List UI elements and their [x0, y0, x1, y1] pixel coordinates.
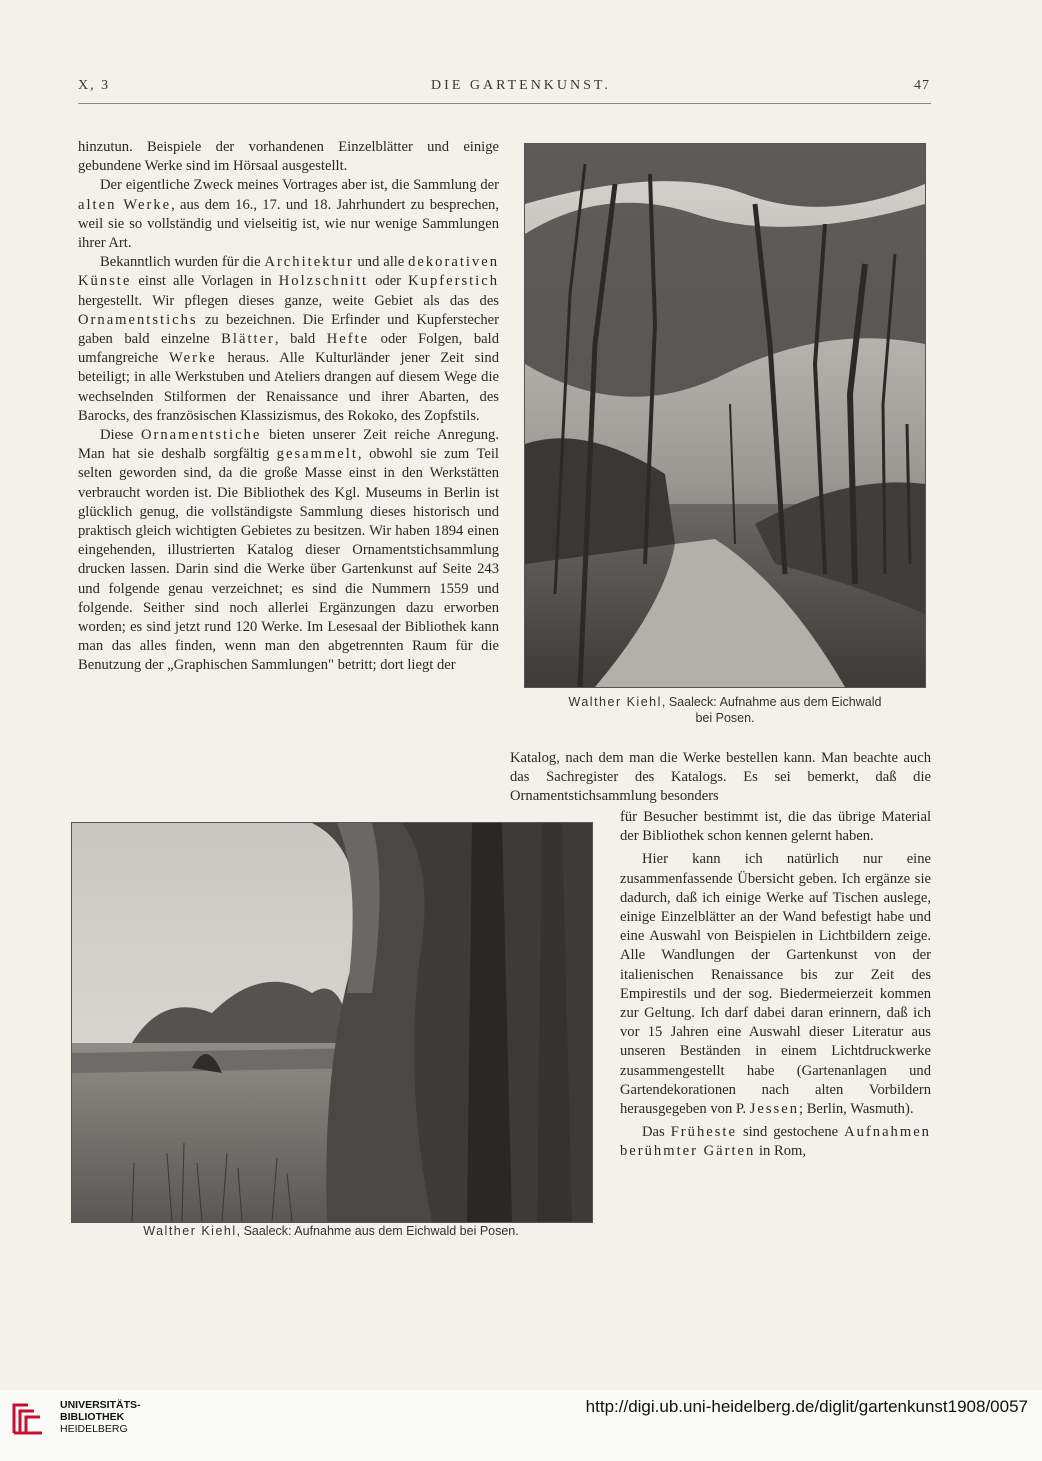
paragraph: Diese Ornamentstiche bieten unserer Zeit reiche Anregung. Man hat sie deshalb sorgfältig gesammelt, obwohl sie zum Teil selten geworden sind, da die große Masse einst in den Werkstätten verbraucht worden ist. Die Bibliothek des Kgl. Museums in Berlin ist glücklich genug, die vollständigste Sammlung dieses historisch und praktisch gleich wichtigten Gebietes zu besitzen. Wir haben 1894 einen eingehenden, illustrierten Katalog dieser Ornamentstichsammlung drucken lassen. Darin sind die Werke über Gartenkunst auf Seite 243 und folgende genau verzeichnet; es sind die Nummern 1559 und folgende. Seither sind noch allerlei Ergänzungen dazu erworben worden; es sind jetzt rund 120 Werke. Im Lesesaal der Bibliothek kann man das alles finden, wenn man den abgetrennten Raum für die Benutzung der „Graphischen Sammlungen" betritt; dort liegt der	[78, 427, 499, 674]
figure-caption: Walther Kiehl, Saaleck: Aufnahme aus dem Eichwald bei Posen.	[568, 695, 882, 725]
header-rule	[78, 103, 931, 104]
source-url-link[interactable]: http://digi.ub.uni-heidelberg.de/diglit/gartenkunst1908/0057	[585, 1397, 1028, 1416]
paragraph: Das Früheste sind gestochene Aufnahmen berühmter Gärten in Rom,	[620, 1124, 931, 1160]
paragraph: Der eigentliche Zweck meines Vortrages aber ist, die Sammlung der alten Werke, aus dem 16., 17. und 18. Jahrhundert zu besprechen, weil sie so vollständig und vielseitig ist, wie nur wenige Sammlungen ihrer Art.	[78, 177, 499, 252]
paragraph: Hier kann ich natürlich nur eine zusammenfassende Übersicht geben. Ich ergänze sie dadurch, daß ich einige Werke auf Tischen auslege, einige Einzelblätter an der Wand befestigt habe und eine Auswahl von Beispielen in Lichtbildern zeige. Alle Wandlungen der Gartenkunst von der italienischen Renaissance bis zur Zeit des Empirestils und der sog. Biedermeierzeit kommen zur Geltung. Ich darf dabei daran erinnern, daß ich vor 15 Jahren eine Auswahl dieser Literatur aus unseren Beständen in einem Lichtdruckwerke zusammengestellt habe (Gartenanlagen und Gartendekorationen nach alten Vorbildern herausgegeben von P. Jessen; Berlin, Wasmuth).	[620, 851, 931, 1118]
paragraph: hinzutun. Beispiele der vorhandenen Einzelblätter und einige gebundene Werke sind im Hörsaal ausgestellt.	[78, 139, 499, 175]
library-logo-icon	[8, 1395, 52, 1439]
paragraph: Katalog, nach dem man die Werke bestellen kann. Man beachte auch das Sachregister des Katalogs. Es sei bemerkt, daß die Ornamentstichsammlung besonders	[510, 750, 931, 805]
lake-shore-photo	[71, 822, 593, 1223]
forest-path-photo	[524, 143, 926, 688]
right-column-narrow	[620, 808, 931, 1162]
volume-issue: X, 3	[78, 78, 111, 93]
library-name: UNIVERSITÄTS- BIBLIOTHEK HEIDELBERG	[60, 1399, 141, 1435]
paragraph: Bekanntlich wurden für die Architektur und alle dekorativen Künste einst alle Vorlagen in Holzschnitt oder Kupferstich hergestellt. Wir pflegen dieses ganze, weite Gebiet als das des Ornamentstichs zu bezeichnen. Die Erfinder und Kupferstecher gaben bald einzelne Blätter, bald Hefte oder Folgen, bald umfangreiche Werke heraus. Alle Kulturländer jener Zeit sind beteiligt; in alle Werkstuben und Ateliers drangen auf diesem Wege die wechselnden Stilformen der Renaissance und ihrer Abarten, des Barocks, des französischen Klassizismus, des Rokoko, des Zopfstils.	[78, 254, 500, 424]
figure-caption: Walther Kiehl, Saaleck: Aufnahme aus dem Eichwald bei Posen.	[143, 1224, 519, 1238]
left-column	[78, 138, 499, 676]
running-title: DIE GARTENKUNST.	[431, 78, 611, 93]
page-number: 47	[914, 78, 930, 93]
paragraph: für Besucher bestimmt ist, die das übrige Material der Bibliothek schon kennen gelernt haben.	[620, 809, 931, 845]
right-column-top	[510, 749, 931, 807]
